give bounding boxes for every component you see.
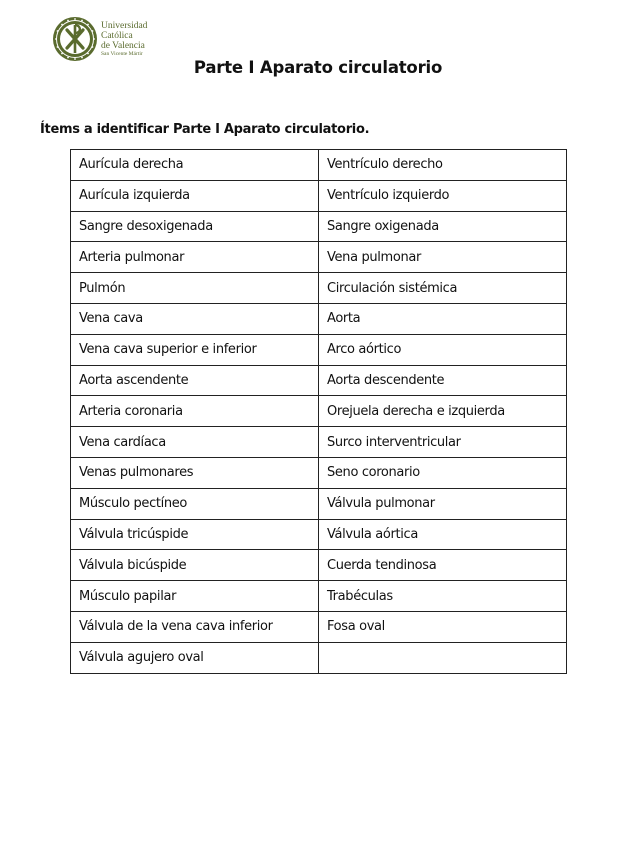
table-cell-right: Válvula pulmonar (319, 488, 567, 519)
table-row (71, 519, 567, 550)
table-row (71, 150, 567, 181)
table-row (71, 180, 567, 211)
table-row (71, 242, 567, 273)
section-subtitle: Ítems a identificar Parte I Aparato circulatorio. (40, 122, 370, 137)
table-row (71, 611, 567, 642)
table-row (71, 303, 567, 334)
table-cell-right: Aorta (319, 303, 567, 334)
table-cell-left: Músculo papilar (71, 581, 319, 612)
table-cell-left: Sangre desoxigenada (71, 211, 319, 242)
university-name (101, 21, 147, 58)
table-cell-right: Ventrículo izquierdo (319, 180, 567, 211)
table-row (71, 427, 567, 458)
university-logo (52, 14, 162, 64)
table-cell-left: Válvula tricúspide (71, 519, 319, 550)
page-title: Parte I Aparato circulatorio (193, 58, 443, 77)
items-table (70, 149, 567, 674)
table-cell-right: Orejuela derecha e izquierda (319, 396, 567, 427)
logo-line-2: Católica (101, 30, 133, 41)
university-seal-icon (52, 16, 98, 62)
table-row (71, 334, 567, 365)
table-cell-right (319, 642, 567, 673)
table-cell-left: Vena cava (71, 303, 319, 334)
logo-line-4: San Vicente Mártir (101, 50, 143, 57)
table-cell-left: Válvula agujero oval (71, 642, 319, 673)
table-cell-left: Vena cardíaca (71, 427, 319, 458)
table-cell-right: Arco aórtico (319, 334, 567, 365)
table-row (71, 273, 567, 304)
table-cell-left: Vena cava superior e inferior (71, 334, 319, 365)
table-cell-left: Arteria pulmonar (71, 242, 319, 273)
table-cell-right: Surco interventricular (319, 427, 567, 458)
table-cell-right: Seno coronario (319, 457, 567, 488)
table-cell-right: Aorta descendente (319, 365, 567, 396)
table-row (71, 581, 567, 612)
table-cell-right: Válvula aórtica (319, 519, 567, 550)
table-row (71, 550, 567, 581)
table-row (71, 642, 567, 673)
table-cell-left: Válvula de la vena cava inferior (71, 611, 319, 642)
table-cell-left: Arteria coronaria (71, 396, 319, 427)
logo-line-1: Universidad (101, 20, 148, 31)
table-cell-right: Vena pulmonar (319, 242, 567, 273)
table-cell-right: Circulación sistémica (319, 273, 567, 304)
table-row (71, 488, 567, 519)
items-table-body (71, 150, 567, 674)
logo-line-3: de Valencia (101, 40, 145, 51)
table-cell-left: Aurícula izquierda (71, 180, 319, 211)
table-cell-left: Músculo pectíneo (71, 488, 319, 519)
table-row (71, 457, 567, 488)
table-row (71, 365, 567, 396)
table-cell-right: Ventrículo derecho (319, 150, 567, 181)
table-cell-right: Cuerda tendinosa (319, 550, 567, 581)
table-row (71, 211, 567, 242)
table-cell-right: Trabéculas (319, 581, 567, 612)
table-cell-right: Fosa oval (319, 611, 567, 642)
table-cell-right: Sangre oxigenada (319, 211, 567, 242)
table-cell-left: Venas pulmonares (71, 457, 319, 488)
table-row (71, 396, 567, 427)
table-cell-left: Aorta ascendente (71, 365, 319, 396)
table-cell-left: Aurícula derecha (71, 150, 319, 181)
table-cell-left: Pulmón (71, 273, 319, 304)
table-cell-left: Válvula bicúspide (71, 550, 319, 581)
